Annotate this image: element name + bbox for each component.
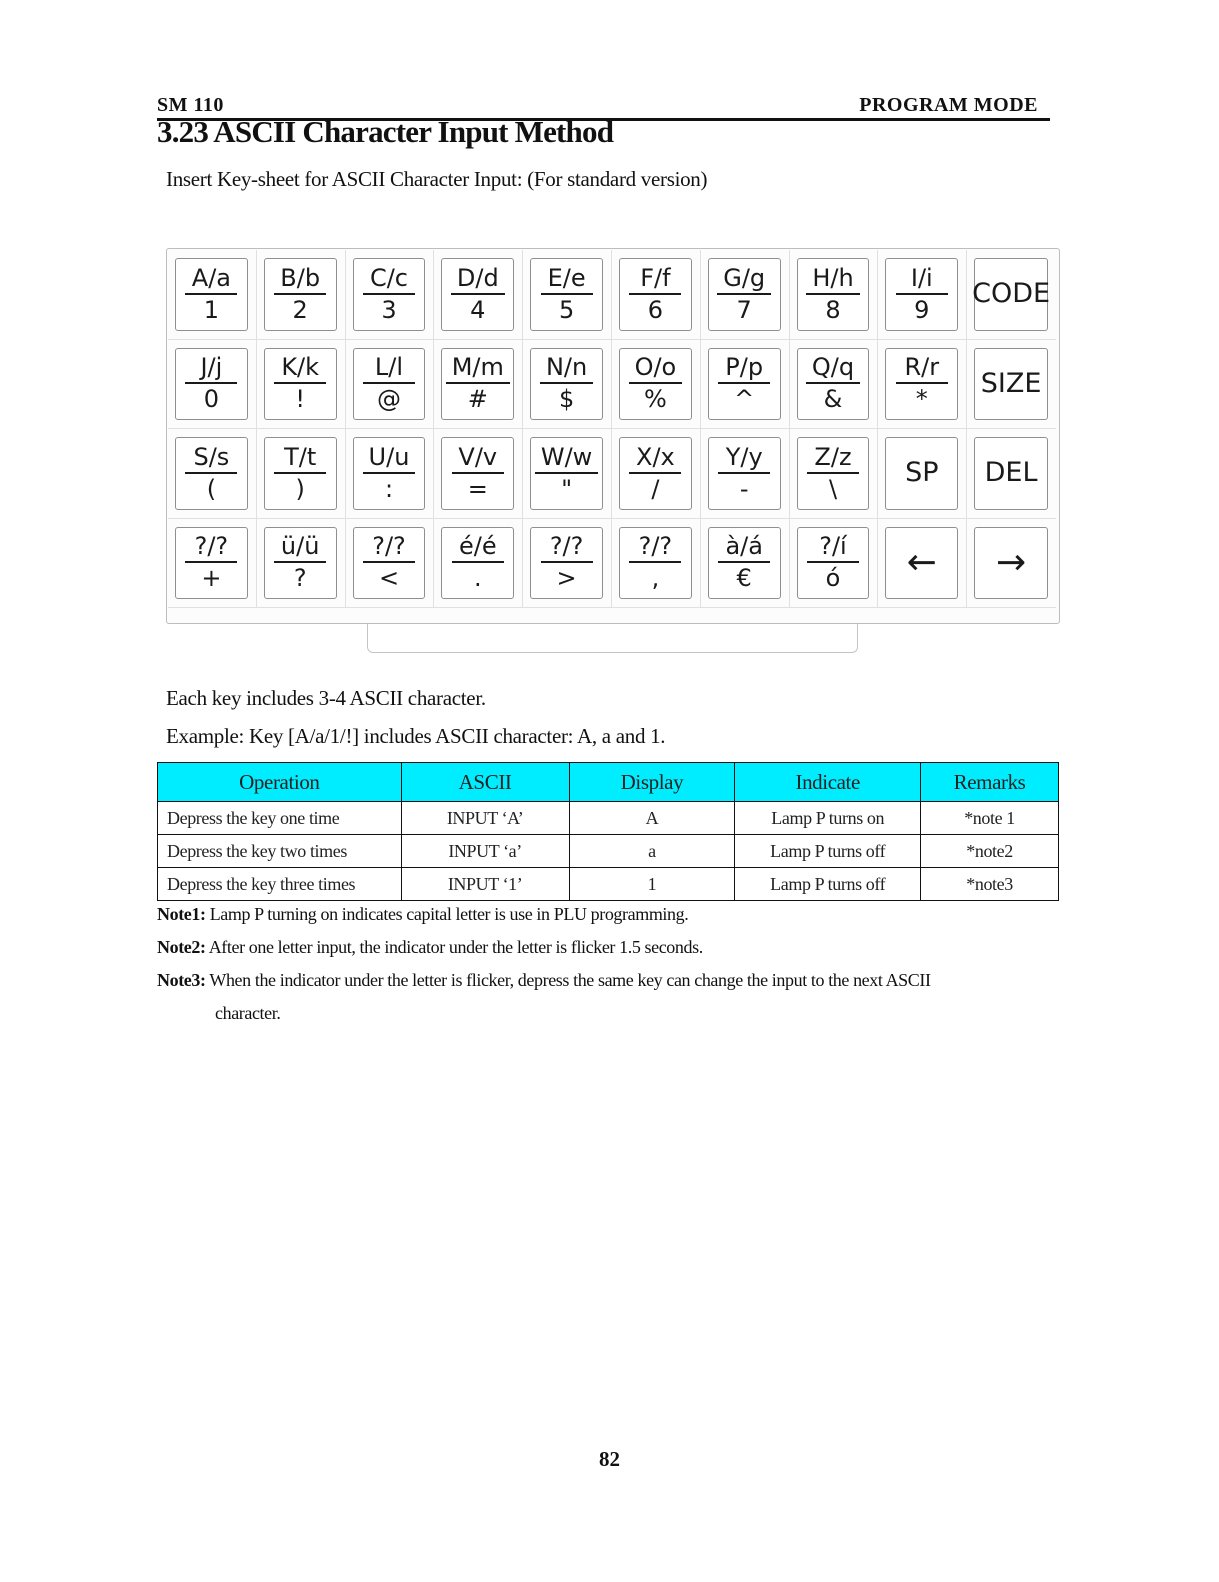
key-button[interactable] (708, 258, 781, 331)
key-top-label: S/s (185, 443, 237, 474)
key-bottom-label: # (467, 385, 488, 414)
key-cell (434, 519, 523, 609)
key-cell (612, 250, 701, 340)
key-button[interactable] (797, 437, 870, 510)
key-button[interactable] (708, 437, 781, 510)
key-bottom-label: 4 (470, 295, 486, 324)
cell-operation: Depress the key one time (158, 802, 402, 835)
key-top-label: R/r (896, 353, 948, 384)
key-label: SIZE (980, 367, 1042, 399)
key-top-label: B/b (274, 264, 326, 295)
col-header-indicate: Indicate (735, 763, 921, 802)
key-cell (168, 429, 257, 519)
key-bottom-label: 5 (558, 295, 575, 324)
key-top-label: C/c (363, 264, 415, 295)
key-cell (790, 429, 879, 519)
key-cell (701, 429, 790, 519)
cell-operation: Depress the key two times (158, 835, 402, 868)
note-2 (157, 931, 703, 964)
cell-indicate: Lamp P turns on (735, 802, 921, 835)
key-top-label: O/o (629, 353, 683, 384)
table-row (158, 802, 1059, 835)
key-bottom-label: 8 (825, 295, 841, 324)
key-button[interactable] (619, 437, 692, 510)
key-bottom-label: 9 (914, 295, 930, 324)
key-cell (878, 250, 967, 340)
key-cell (878, 519, 967, 609)
key-bottom-label: € (736, 564, 752, 593)
key-cell (346, 519, 435, 609)
key-cell (967, 250, 1056, 340)
key-bottom-label: 1 (203, 295, 220, 324)
arrow-right-icon: → (996, 541, 1027, 583)
key-top-label: ü/ü (274, 532, 326, 563)
key-bottom-label: 0 (203, 385, 220, 414)
key-cell (168, 340, 257, 430)
key-info-text: Each key includes 3-4 ASCII character. (166, 686, 486, 710)
key-button[interactable] (530, 437, 603, 510)
key-top-label: T/t (274, 443, 326, 474)
key-button[interactable] (619, 258, 692, 331)
key-cell (434, 250, 523, 340)
key-bottom-label: = (467, 474, 488, 503)
header-section: PROGRAM MODE (859, 94, 1038, 116)
note-1-label: Note1: (157, 904, 206, 924)
col-header-operation: Operation (158, 763, 402, 802)
key-cell (612, 519, 701, 609)
key-cell (346, 250, 435, 340)
key-bottom-label: \ (828, 474, 838, 503)
key-bottom-label: % (643, 385, 667, 414)
cell-display: a (569, 835, 735, 868)
table-header-row (158, 763, 1059, 802)
key-bottom-label: < (378, 564, 400, 593)
note-3 (157, 964, 931, 1030)
key-top-label: Y/y (718, 443, 770, 474)
key-button[interactable] (264, 437, 337, 510)
key-top-label: ?/? (185, 532, 237, 563)
key-cell (257, 340, 346, 430)
cell-ascii: INPUT ‘1’ (401, 868, 569, 901)
key-cell (967, 340, 1056, 430)
key-bottom-label: 7 (736, 295, 752, 324)
key-label: CODE (972, 278, 1051, 310)
header-model: SM 110 (157, 94, 224, 116)
key-bottom-label: / (651, 474, 660, 503)
key-bottom-label: + (201, 564, 222, 593)
key-button[interactable] (353, 437, 426, 510)
page-number: 82 (599, 1447, 620, 1471)
key-top-label: J/j (185, 353, 237, 384)
key-button[interactable] (885, 348, 958, 421)
arrow-left-icon: ← (906, 541, 937, 583)
key-example-text: Example: Key [A/a/1/!] includes ASCII character: A, a and 1. (166, 724, 666, 748)
key-cell (257, 519, 346, 609)
key-button[interactable] (797, 258, 870, 331)
key-right-arrow-button[interactable] (974, 527, 1048, 600)
key-top-label: V/v (452, 443, 504, 474)
key-cell (257, 429, 346, 519)
note-2-label: Note2: (157, 937, 206, 957)
key-button[interactable] (619, 527, 692, 600)
key-cell (523, 340, 612, 430)
key-top-label: X/x (629, 443, 681, 474)
key-button[interactable] (441, 437, 514, 510)
key-button[interactable] (175, 527, 248, 600)
section-title: 3.23 ASCII Character Input Method (157, 114, 614, 149)
key-bottom-label: ^ (734, 385, 755, 414)
key-top-label: ?/? (541, 532, 593, 563)
table-row (158, 835, 1059, 868)
key-cell (967, 519, 1056, 609)
key-cell (701, 250, 790, 340)
key-top-label: K/k (274, 353, 326, 384)
key-cell (790, 519, 879, 609)
key-bottom-label: : (384, 474, 394, 503)
key-label: SP (905, 457, 939, 489)
key-button[interactable] (619, 348, 692, 421)
col-header-display: Display (569, 763, 735, 802)
key-top-label: Q/q (806, 353, 860, 384)
key-button[interactable] (530, 527, 603, 600)
key-sp-button[interactable] (885, 437, 958, 510)
keyboard-grid (168, 250, 1056, 608)
note-2-text: After one letter input, the indicator under the letter is flicker 1.5 seconds. (208, 937, 703, 957)
key-cell (434, 340, 523, 430)
key-cell (612, 429, 701, 519)
key-top-label: I/i (896, 264, 948, 295)
key-button[interactable] (353, 527, 426, 600)
key-bottom-label: & (823, 385, 843, 414)
key-bottom-label: 6 (647, 295, 664, 324)
key-button[interactable] (264, 258, 337, 331)
key-top-label: M/m (446, 353, 510, 384)
key-button[interactable] (797, 348, 870, 421)
cell-display: 1 (569, 868, 735, 901)
key-bottom-label: $ (558, 385, 575, 414)
key-top-label: D/d (451, 264, 505, 295)
note-1-text: Lamp P turning on indicates capital letter is use in PLU programming. (209, 904, 689, 924)
key-cell (257, 250, 346, 340)
key-top-label: H/h (806, 264, 859, 295)
key-cell (346, 340, 435, 430)
cell-indicate: Lamp P turns off (735, 835, 921, 868)
operation-table (157, 762, 1059, 901)
cell-remarks: *note 1 (921, 802, 1059, 835)
key-cell (523, 519, 612, 609)
key-top-label: P/p (718, 353, 770, 384)
key-bottom-label: * (915, 385, 928, 414)
note-1 (157, 898, 688, 931)
key-button[interactable] (530, 348, 603, 421)
key-top-label: Z/z (807, 443, 859, 474)
key-cell (346, 429, 435, 519)
key-button[interactable] (441, 527, 514, 600)
key-bottom-label: 3 (381, 295, 397, 324)
key-top-label: A/a (185, 264, 237, 295)
col-header-ascii: ASCII (401, 763, 569, 802)
key-button[interactable] (175, 258, 248, 331)
key-top-label: E/e (541, 264, 593, 295)
key-cell (168, 519, 257, 609)
note-3-continuation: character. (215, 1003, 281, 1023)
cell-ascii: INPUT ‘a’ (401, 835, 569, 868)
key-button[interactable] (530, 258, 603, 331)
cell-operation: Depress the key three times (158, 868, 402, 901)
key-del-button[interactable] (974, 437, 1048, 510)
key-cell (967, 429, 1056, 519)
key-bottom-label: ) (295, 474, 305, 503)
key-cell (523, 429, 612, 519)
note-3-text: When the indicator under the letter is flicker, depress the same key can change the input to the next ASCII (209, 970, 931, 990)
key-top-label: W/w (535, 443, 598, 474)
note-3-label: Note3: (157, 970, 206, 990)
key-top-label: G/g (717, 264, 771, 295)
key-top-label: F/f (629, 264, 681, 295)
key-cell (701, 519, 790, 609)
key-bottom-label: @ (376, 385, 401, 414)
key-cell (878, 340, 967, 430)
cell-remarks: *note2 (921, 835, 1059, 868)
key-bottom-label: . (473, 564, 482, 593)
cell-ascii: INPUT ‘A’ (401, 802, 569, 835)
key-cell (878, 429, 967, 519)
key-button[interactable] (264, 348, 337, 421)
cell-display: A (569, 802, 735, 835)
intro-text: Insert Key-sheet for ASCII Character Input: (For standard version) (166, 167, 708, 191)
key-button[interactable] (797, 527, 870, 600)
key-top-label: ?/? (363, 532, 415, 563)
key-label: DEL (984, 457, 1038, 489)
key-bottom-label: ó (825, 564, 841, 593)
key-bottom-label: " (561, 474, 573, 503)
key-button[interactable] (441, 258, 514, 331)
key-top-label: N/n (540, 353, 593, 384)
key-size-button[interactable] (974, 348, 1048, 421)
key-cell (612, 340, 701, 430)
key-button[interactable] (708, 348, 781, 421)
key-cell (434, 429, 523, 519)
key-bottom-label: > (556, 564, 577, 593)
key-bottom-label: ! (295, 385, 305, 414)
key-button[interactable] (441, 348, 514, 421)
key-button[interactable] (264, 527, 337, 600)
cell-indicate: Lamp P turns off (735, 868, 921, 901)
table-row (158, 868, 1059, 901)
col-header-remarks: Remarks (921, 763, 1059, 802)
key-bottom-label: , (651, 564, 660, 593)
key-cell (790, 340, 879, 430)
key-button[interactable] (353, 348, 426, 421)
key-top-label: ?/? (629, 532, 681, 563)
key-top-label: U/u (363, 443, 416, 474)
key-bottom-label: - (739, 474, 749, 503)
key-button[interactable] (353, 258, 426, 331)
key-cell (790, 250, 879, 340)
key-code-button[interactable] (972, 258, 1051, 331)
key-left-arrow-button[interactable] (885, 527, 958, 600)
key-cell (168, 250, 257, 340)
key-top-label: L/l (363, 353, 415, 384)
key-bottom-label: ? (293, 564, 307, 593)
key-button[interactable] (175, 437, 248, 510)
key-cell (701, 340, 790, 430)
key-bottom-label: ( (206, 474, 217, 503)
key-top-label: é/é (452, 532, 504, 563)
cell-remarks: *note3 (921, 868, 1059, 901)
key-bottom-label: 2 (292, 295, 308, 324)
key-top-label: à/á (718, 532, 770, 563)
key-cell (523, 250, 612, 340)
keyboard-tab (367, 624, 858, 653)
key-button[interactable] (885, 258, 958, 331)
key-top-label: ?/í (807, 532, 859, 563)
key-button[interactable] (175, 348, 248, 421)
key-button[interactable] (708, 527, 781, 600)
